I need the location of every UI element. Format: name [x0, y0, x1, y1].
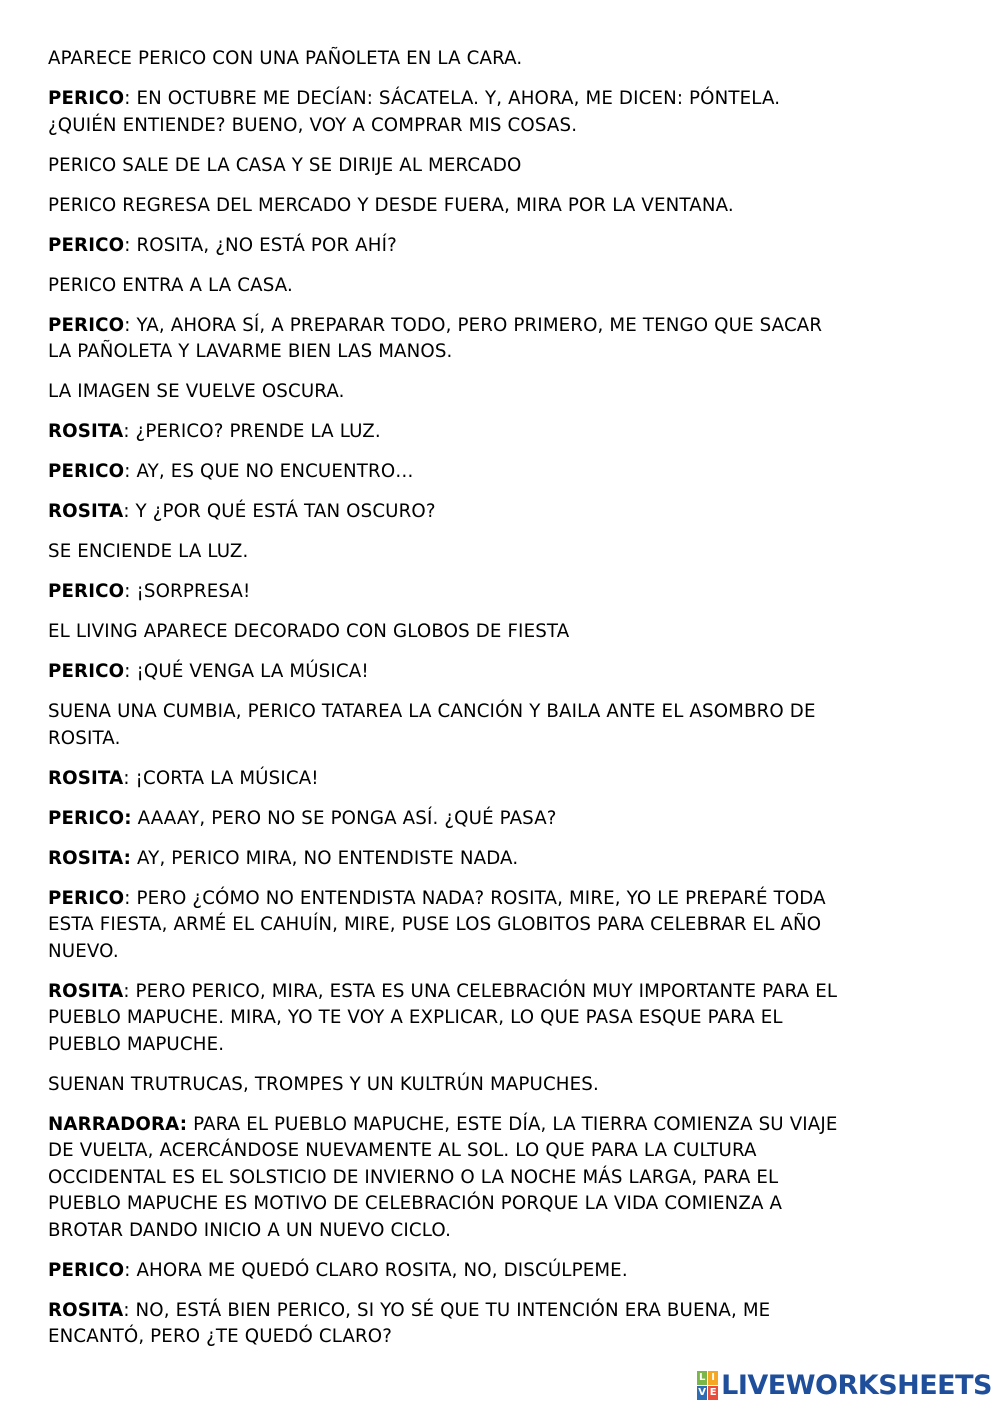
line-text: ¿PERICO? PRENDE LA LUZ.	[135, 421, 381, 442]
speaker-separator: :	[124, 314, 137, 336]
dialogue-line	[48, 1258, 960, 1285]
line-text: NO, ESTÁ BIEN PERICO, SI YO SÉ QUE TU INTENCIÓN ERA BUENA, ME ENCANTÓ, PERO ¿TE QUEDÓ CLARO?	[48, 1299, 771, 1347]
line-text: LA IMAGEN SE VUELVE OSCURA.	[48, 381, 345, 402]
speaker-name: ROSITA	[48, 980, 124, 1002]
line-text: APARECE PERICO CON UNA PAÑOLETA EN LA CARA.	[48, 48, 523, 69]
line-text: AHORA ME QUEDÓ CLARO ROSITA, NO, DISCÚLPEME.	[136, 1259, 628, 1281]
speaker-name: PERICO:	[48, 807, 132, 829]
speaker-separator: :	[123, 501, 136, 522]
line-text: ¡QUÉ VENGA LA MÚSICA!	[136, 661, 369, 682]
speaker-name: ROSITA	[48, 421, 124, 442]
dialogue-line	[48, 806, 960, 833]
logo-mark-letter: L	[698, 1371, 706, 1383]
speaker-separator: :	[124, 581, 137, 602]
speaker-separator: :	[124, 234, 137, 256]
stage-direction	[48, 1072, 960, 1099]
dialogue-line	[48, 1112, 960, 1245]
line-text: ROSITA, ¿NO ESTÁ POR AHÍ?	[136, 234, 397, 256]
logo-mark-icon	[697, 1371, 718, 1400]
line-text: ¡SORPRESA!	[136, 581, 251, 602]
line-text: EN OCTUBRE ME DECÍAN: SÁCATELA. Y, AHORA, ME DICEN: PÓNTELA. ¿QUIÉN ENTIENDE? BUENO, VOY A COMPRAR MIS COSAS.	[48, 88, 781, 136]
stage-direction	[48, 619, 960, 646]
speaker-separator: :	[124, 88, 137, 109]
dialogue-line	[48, 579, 960, 606]
line-text: ¡CORTA LA MÚSICA!	[135, 767, 319, 789]
speaker-name: PERICO	[48, 887, 125, 909]
speaker-name: PERICO	[48, 581, 125, 602]
line-text: PERICO SALE DE LA CASA Y SE DIRIJE AL MERCADO	[48, 154, 522, 176]
dialogue-line	[48, 499, 960, 526]
speaker-name: PERICO	[48, 314, 125, 336]
line-text: PARA EL PUEBLO MAPUCHE, ESTE DÍA, LA TIERRA COMIENZA SU VIAJE DE VUELTA, ACERCÁNDOSE NUEVAMENTE AL SOL. LO QUE PARA LA CULTURA OCCIDENTAL ES EL SOLSTICIO DE INVIERNO O LA NOCHE MÁS LARGA, PARA EL PUEBLO MAPUCHE ES MOTIVO DE CELEBRACIÓN PORQUE LA VIDA COMIENZA A BROTAR DANDO INICIO A UN NUEVO CICLO.	[48, 1113, 838, 1241]
stage-direction	[48, 379, 960, 406]
line-text: SE ENCIENDE LA LUZ.	[48, 541, 249, 562]
dialogue-line	[48, 1298, 960, 1351]
speaker-name: PERICO	[48, 88, 125, 109]
line-text: Y ¿POR QUÉ ESTÁ TAN OSCURO?	[135, 501, 436, 522]
dialogue-line	[48, 86, 960, 139]
speaker-separator: :	[123, 767, 136, 789]
dialogue-line	[48, 233, 960, 260]
speaker-separator: :	[124, 461, 137, 482]
line-text: PERO ¿CÓMO NO ENTENDISTA NADA? ROSITA, MIRE, YO LE PREPARÉ TODA ESTA FIESTA, ARMÉ EL CAHUÍN, MIRE, PUSE LOS GLOBITOS PARA CELEBRAR EL AÑO NUEVO.	[48, 887, 826, 962]
dialogue-line	[48, 419, 960, 446]
speaker-name: ROSITA	[48, 1299, 124, 1321]
line-text: AY, ES QUE NO ENCUENTRO…	[136, 461, 414, 482]
speaker-name: PERICO	[48, 461, 125, 482]
dialogue-line	[48, 766, 960, 793]
speaker-separator: :	[123, 980, 136, 1002]
speaker-name: NARRADORA:	[48, 1113, 188, 1135]
speaker-separator: :	[124, 661, 137, 682]
script-body	[48, 46, 960, 1364]
logo-mark-letter: V	[698, 1386, 707, 1398]
speaker-separator: :	[123, 1299, 136, 1321]
line-text: PERICO REGRESA DEL MERCADO Y DESDE FUERA, MIRA POR LA VENTANA.	[48, 194, 734, 216]
dialogue-line	[48, 313, 960, 366]
dialogue-line	[48, 459, 960, 486]
stage-direction	[48, 273, 960, 300]
stage-direction	[48, 699, 960, 752]
stage-direction	[48, 46, 960, 73]
line-text: SUENA UNA CUMBIA, PERICO TATAREA LA CANCIÓN Y BAILA ANTE EL ASOMBRO DE ROSITA.	[48, 701, 816, 749]
dialogue-line	[48, 979, 960, 1059]
line-text: PERICO ENTRA A LA CASA.	[48, 274, 293, 296]
line-text: EL LIVING APARECE DECORADO CON GLOBOS DE FIESTA	[48, 621, 570, 642]
speaker-separator: :	[124, 887, 137, 909]
line-text: AAAAY, PERO NO SE PONGA ASÍ. ¿QUÉ PASA?	[137, 807, 557, 829]
logo-text: LIVEWORKSHEETS	[721, 1369, 992, 1401]
line-text: PERO PERICO, MIRA, ESTA ES UNA CELEBRACIÓN MUY IMPORTANTE PARA EL PUEBLO MAPUCHE. MIRA, YO TE VOY A EXPLICAR, LO QUE PASA ESQUE PARA EL PUEBLO MAPUCHE.	[48, 980, 838, 1055]
speaker-name: ROSITA	[48, 767, 124, 789]
line-text: SUENAN TRUTRUCAS, TROMPES Y UN KULTRÚN MAPUCHES.	[48, 1073, 599, 1095]
logo-mark-letter: I	[708, 1371, 718, 1385]
logo-mark-letter: E	[709, 1386, 717, 1398]
stage-direction	[48, 193, 960, 220]
stage-direction	[48, 153, 960, 180]
liveworksheets-logo	[697, 1369, 992, 1401]
line-text: YA, AHORA SÍ, A PREPARAR TODO, PERO PRIMERO, ME TENGO QUE SACAR LA PAÑOLETA Y LAVARME BIEN LAS MANOS.	[48, 314, 823, 362]
dialogue-line	[48, 846, 960, 873]
speaker-name: PERICO	[48, 661, 125, 682]
dialogue-line	[48, 659, 960, 686]
stage-direction	[48, 539, 960, 566]
dialogue-line	[48, 886, 960, 966]
line-text: AY, PERICO MIRA, NO ENTENDISTE NADA.	[137, 847, 519, 869]
speaker-separator: :	[124, 1259, 137, 1281]
speaker-separator: :	[123, 421, 136, 442]
speaker-name: ROSITA	[48, 501, 124, 522]
speaker-name: PERICO	[48, 234, 125, 256]
speaker-name: ROSITA:	[48, 847, 132, 869]
speaker-name: PERICO	[48, 1259, 125, 1281]
